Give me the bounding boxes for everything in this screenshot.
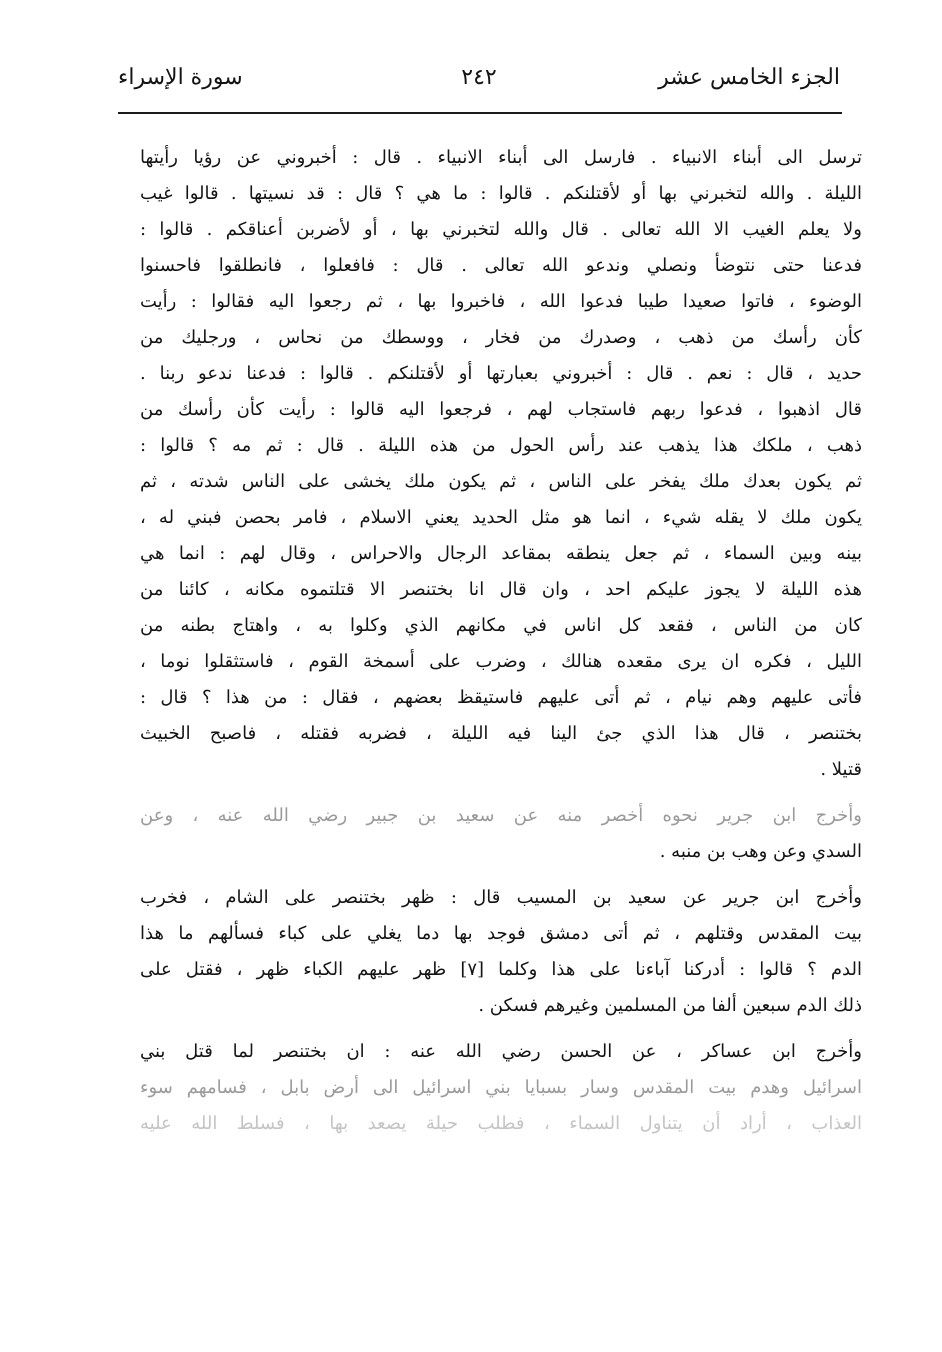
text-line: فأتى عليهم وهم نيام ، ثم أتى عليهم فاستيقظ بعضهم ، فقال : من هذا ؟ قال :: [140, 687, 862, 708]
text-line: فدعنا حتى نتوضأ ونصلي وندعو الله تعالى . قال : فافعلوا ، فانطلقوا فاحسنوا: [140, 255, 862, 276]
text-line: ترسل الى أبناء الانبياء . فارسل الى أبناء الانبياء . قال : أخبروني عن رؤيا رأيتها: [140, 147, 862, 168]
text-line: وأخرج ابن عساكر ، عن الحسن رضي الله عنه : ان بختنصر لما قتل بني: [140, 1041, 862, 1062]
text-line: ذهب ، ملكك هذا يذهب عند رأس الحول من هذه الليلة . قال : ثم مه ؟ قالوا :: [140, 435, 862, 456]
page-header: [118, 58, 840, 100]
text-line: بيت المقدس وقتلهم ، ثم أتى دمشق فوجد بها دما يغلي على كباء فسألهم ما هذا: [140, 923, 862, 944]
text-line: قتيلا .: [820, 759, 862, 780]
text-line: هذه الليلة لا يجوز عليكم احد ، وان قال انا بختنصر الا قتلتموه مكانه ، كائنا من: [140, 579, 862, 600]
text-line: ذلك الدم سبعين ألفا من المسلمين وغيرهم فسكن .: [478, 995, 862, 1016]
text-line: ولا يعلم الغيب الا الله تعالى . قال والله لتخبرني بها ، أو لأضربن أعناقكم . قالوا :: [140, 219, 862, 240]
text-line: الليل ، فكره ان يرى مقعده هنالك ، وضرب على أسمخة القوم ، فاستثقلوا نوما ،: [140, 651, 862, 672]
text-line: يكون ملك لا يقله شيء ، انما هو مثل الحديد يعني الاسلام ، فامر بحصن فبني له ،: [140, 507, 862, 528]
part-title: الجزء الخامس عشر: [658, 65, 840, 90]
text-line: كأن رأسك من ذهب ، وصدرك من فخار ، ووسطك من نحاس ، ورجليك من: [140, 327, 862, 348]
text-line: قال اذهبوا ، فدعوا ربهم فاستجاب لهم ، فرجعوا اليه قالوا : رأيت كأن رأسك من: [140, 399, 862, 420]
page-body: [140, 140, 862, 1142]
text-line: ثم يكون بعدك ملك يفخر على الناس ، ثم يكون ملك يخشى على الناس شدته ، ثم: [140, 471, 862, 492]
text-line: اسرائيل وهدم بيت المقدس وسار بسبايا بني اسرائيل الى أرض بابل ، فسامهم سوء: [140, 1077, 862, 1098]
surah-title: سورة الإسراء: [118, 65, 243, 90]
text-line: العذاب ، أراد أن يتناول السماء ، فطلب حيلة يصعد بها ، فسلط الله عليه: [140, 1113, 862, 1134]
page-number: ٢٤٢: [461, 65, 497, 90]
text-line: بختنصر ، قال هذا الذي جئ الينا فيه الليلة ، فضربه فقتله ، فاصبح الخبيث: [140, 723, 862, 744]
text-line: كان من الناس ، فقعد كل اناس في مكانهم الذي وكلوا به ، واهتاج بطنه من: [140, 615, 862, 636]
header-rule: [118, 112, 842, 114]
text-line: وأخرج ابن جرير عن سعيد بن المسيب قال : ظهر بختنصر على الشام ، فخرب: [140, 887, 862, 908]
text-line: الليلة . والله لتخبرني بها أو لأقتلنكم . قالوا : ما هي ؟ قال : قد نسيتها . قالوا غيب: [140, 183, 862, 204]
text-line: الوضوء ، فاتوا صعيدا طيبا فدعوا الله ، فاخبروا بها ، ثم رجعوا اليه فقالوا : رأيت: [140, 291, 862, 312]
text-line: السدي وعن وهب بن منبه .: [659, 841, 862, 862]
text-line: حديد ، قال : نعم . قال : أخبروني بعبارتها أو لأقتلنكم . قالوا : فدعنا ندعو ربنا .: [140, 363, 862, 384]
text-line: وأخرج ابن جرير نحوه أخصر منه عن سعيد بن جبير رضي الله عنه ، وعن: [140, 805, 862, 826]
text-line: بينه وبين السماء ، ثم جعل ينطقه بمقاعد الرجال والاحراس ، وقال لهم : انما هي: [140, 543, 862, 564]
text-line: الدم ؟ قالوا : أدركنا آباءنا على هذا وكلما [٧] ظهر عليهم الكباء ظهر ، فقتل على: [140, 959, 862, 980]
